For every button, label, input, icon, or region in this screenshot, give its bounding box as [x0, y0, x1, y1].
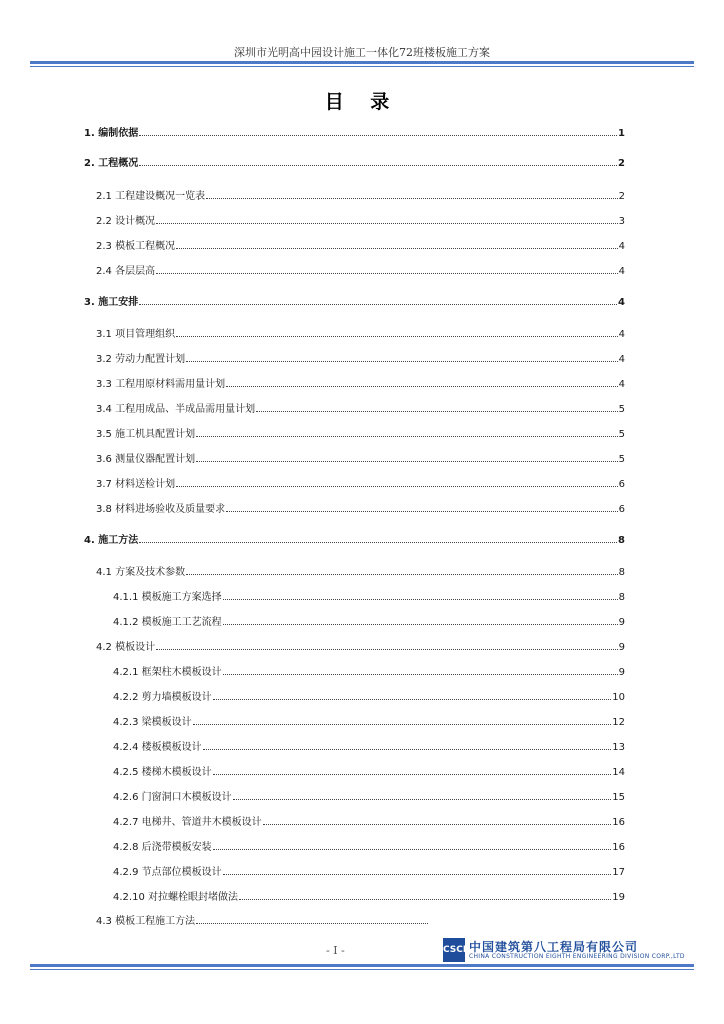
toc-entry-title: 4.2.9 节点部位模板设计 [113, 867, 222, 878]
toc-entry-title: 4.1.1 模板施工方案选择 [113, 592, 222, 603]
toc-entry-title: 2.3 模板工程概况 [96, 241, 176, 252]
toc-entry[interactable] [113, 591, 625, 605]
toc-entry[interactable] [96, 215, 625, 229]
document-header-title: 深圳市光明高中园设计施工一体化72班楼板施工方案 [234, 46, 490, 59]
toc-leader-dots [186, 361, 618, 362]
toc-entry[interactable] [96, 641, 625, 655]
toc-entry-page: 16 [612, 817, 625, 828]
toc-entry-page: 3 [618, 216, 625, 227]
toc-entry-title: 2. 工程概况 [84, 158, 139, 169]
toc-entry[interactable] [96, 428, 625, 442]
toc-entry-title: 4.2.4 楼板模板设计 [113, 742, 202, 753]
toc-entry-title: 3.3 工程用原材料需用量计划 [96, 379, 226, 390]
toc-entry[interactable] [113, 716, 625, 730]
company-name-en: CHINA CONSTRUCTION EIGHTH ENGINEERING DIVISION CORP.,LTD [469, 953, 685, 960]
company-logo-mark: CSCEC [443, 938, 465, 962]
toc-leader-dots [223, 624, 618, 625]
toc-entry[interactable] [113, 666, 625, 680]
toc-leader-dots [213, 699, 612, 700]
toc-leader-dots [233, 799, 612, 800]
toc-entry-page: 5 [618, 404, 625, 415]
toc-entry[interactable] [84, 157, 625, 171]
toc-leader-dots [203, 749, 612, 750]
footer-rule-thick [30, 964, 694, 967]
company-name-cn: 中国建筑第八工程局有限公司 [469, 940, 639, 954]
toc-entry[interactable] [113, 816, 625, 830]
footer-rule-thin [30, 969, 694, 970]
toc-entry-page: 17 [612, 867, 625, 878]
toc-leader-dots [193, 724, 612, 725]
toc-entry[interactable] [84, 534, 625, 548]
toc-entry-title: 3. 施工安排 [84, 297, 139, 308]
toc-entry-page: 6 [618, 504, 625, 515]
toc-entry-page: 9 [618, 642, 625, 653]
toc-entry[interactable] [96, 378, 625, 392]
toc-entry-title: 1. 编制依据 [84, 128, 139, 139]
toc-entry[interactable] [113, 891, 625, 905]
toc-entry[interactable] [96, 566, 625, 580]
toc-entry[interactable] [113, 741, 625, 755]
toc-entry[interactable] [96, 328, 625, 342]
toc-leader-dots [196, 436, 618, 437]
toc-entry-title: 4.2.2 剪力墙模板设计 [113, 692, 212, 703]
toc-entry-page: 14 [612, 767, 625, 778]
header-rule-thick [30, 61, 694, 64]
toc-entry-title: 4.2.7 电梯井、管道井木模板设计 [113, 817, 262, 828]
toc-entry-title: 3.1 项目管理组织 [96, 329, 176, 340]
toc-entry-title: 4.1.2 模板施工工艺流程 [113, 617, 222, 628]
toc-leader-dots [139, 304, 617, 305]
toc-entry-title: 4.1 方案及技术参数 [96, 567, 186, 578]
toc-entry[interactable] [96, 403, 625, 417]
toc-entry[interactable] [113, 841, 625, 855]
toc-entry[interactable] [113, 791, 625, 805]
toc-leader-dots [156, 223, 618, 224]
toc-leader-dots [196, 461, 618, 462]
toc-entry-page: 6 [618, 479, 625, 490]
toc-entry-page: 16 [612, 842, 625, 853]
toc-entry-page: 4 [618, 241, 625, 252]
toc-entry-page: 1 [618, 128, 625, 139]
toc-entry-title: 4.2.10 对拉螺栓眼封堵做法 [113, 892, 238, 903]
toc-entry-title: 2.2 设计概况 [96, 216, 156, 227]
toc-leader-dots [226, 386, 618, 387]
toc-entry-title: 4.2.3 梁模板设计 [113, 717, 192, 728]
toc-heading: 目 录 [324, 91, 400, 113]
toc-entry-page: 13 [612, 742, 625, 753]
toc-entry[interactable] [96, 240, 625, 254]
toc-entry-title: 2.4 各层层高 [96, 266, 156, 277]
toc-entry-page: 2 [618, 191, 625, 202]
toc-leader-dots [156, 649, 618, 650]
toc-entry-title: 3.2 劳动力配置计划 [96, 354, 186, 365]
toc-leader-dots [223, 674, 618, 675]
toc-entry-title: 3.4 工程用成品、半成品需用量计划 [96, 404, 256, 415]
toc-entry[interactable] [96, 453, 625, 467]
toc-entry-page: 9 [618, 617, 625, 628]
toc-entry-page: 4 [618, 266, 625, 277]
toc-leader-dots [186, 574, 618, 575]
toc-entry-title: 4.2.1 框架柱木模板设计 [113, 667, 222, 678]
toc-entry[interactable] [113, 866, 625, 880]
toc-leader-dots [196, 923, 428, 924]
toc-entry[interactable] [113, 691, 625, 705]
toc-entry-page: 4 [618, 297, 625, 308]
toc-entry-title: 3.5 施工机具配置计划 [96, 429, 196, 440]
toc-entry[interactable] [96, 503, 625, 517]
toc-leader-dots [156, 273, 618, 274]
toc-leader-dots [176, 486, 618, 487]
toc-entry-page: 2 [618, 158, 625, 169]
toc-entry-title: 4.2.8 后浇带模板安装 [113, 842, 212, 853]
toc-entry-title: 3.8 材料进场验收及质量要求 [96, 504, 226, 515]
toc-entry-page: 8 [618, 567, 625, 578]
toc-entry[interactable] [96, 915, 429, 929]
toc-leader-dots [263, 824, 612, 825]
toc-entry[interactable] [84, 127, 625, 141]
toc-entry-title: 4.2.5 楼梯木模板设计 [113, 767, 212, 778]
toc-leader-dots [256, 411, 618, 412]
toc-entry[interactable] [96, 265, 625, 279]
toc-entry-page: 12 [612, 717, 625, 728]
toc-entry-page: 9 [618, 667, 625, 678]
toc-entry[interactable] [113, 766, 625, 780]
toc-entry[interactable] [96, 190, 625, 204]
toc-entry-page: 5 [618, 429, 625, 440]
toc-entry-page: 8 [618, 592, 625, 603]
toc-entry[interactable] [96, 353, 625, 367]
toc-leader-dots [223, 874, 612, 875]
toc-leader-dots [239, 899, 611, 900]
company-logo [443, 938, 685, 964]
toc-entry-title: 3.7 材料送检计划 [96, 479, 176, 490]
toc-entry-title: 4.2 模板设计 [96, 642, 156, 653]
toc-entry-page: 8 [618, 535, 625, 546]
toc-leader-dots [223, 599, 618, 600]
toc-entry-page: 19 [612, 892, 625, 903]
toc-entry-title: 4. 施工方法 [84, 535, 139, 546]
toc-entry-title: 3.6 测量仪器配置计划 [96, 454, 196, 465]
toc-leader-dots [226, 511, 618, 512]
toc-leader-dots [213, 774, 612, 775]
toc-entry-page: 15 [612, 792, 625, 803]
toc-leader-dots [213, 849, 612, 850]
footer-page-number: - I - [326, 944, 345, 957]
toc-entry-page: 4 [618, 354, 625, 365]
toc-entry-page: 5 [618, 454, 625, 465]
toc-entry-page: 4 [618, 379, 625, 390]
toc-entry-page: 4 [618, 329, 625, 340]
toc-leader-dots [139, 135, 617, 136]
toc-entry-title: 4.3 模板工程施工方法 [96, 916, 196, 927]
toc-leader-dots [139, 542, 617, 543]
toc-entry-page: 10 [612, 692, 625, 703]
toc-entry[interactable] [84, 296, 625, 310]
toc-leader-dots [176, 248, 618, 249]
header-rule-thin [30, 66, 694, 67]
toc-leader-dots [139, 165, 617, 166]
toc-entry-title: 2.1 工程建设概况一览表 [96, 191, 206, 202]
toc-entry-title: 4.2.6 门窗洞口木模板设计 [113, 792, 232, 803]
toc-leader-dots [176, 336, 618, 337]
toc-entry[interactable] [113, 616, 625, 630]
toc-leader-dots [206, 198, 618, 199]
toc-entry[interactable] [96, 478, 625, 492]
